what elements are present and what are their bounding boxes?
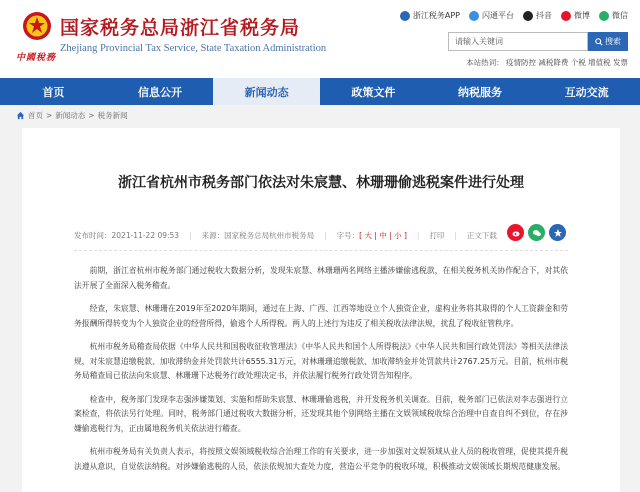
- toplink-label: 抖音: [536, 11, 552, 20]
- toplink-label: 闪通平台: [482, 11, 514, 20]
- font-size-control: 字号：[ 大 | 中 | 小 ]: [336, 230, 407, 240]
- toplink-app[interactable]: [400, 10, 460, 21]
- search-box: [448, 32, 628, 51]
- breadcrumb-separator: >: [46, 111, 53, 120]
- hot-words[interactable]: 本站热词： 疫情防控 减税降费 个税 增值税 发票: [466, 58, 628, 67]
- site-header: [0, 0, 640, 78]
- print-button[interactable]: 打印: [429, 230, 445, 240]
- font-large-button[interactable]: 大: [364, 230, 372, 240]
- breadcrumb-tax-news[interactable]: 税务新闻: [97, 111, 128, 120]
- font-small-button[interactable]: 小: [394, 230, 402, 240]
- wechat-icon: [599, 11, 609, 21]
- nav-info-disclosure[interactable]: 信息公开: [138, 85, 182, 99]
- toplink-weibo[interactable]: [561, 10, 590, 21]
- meta-divider: |: [454, 230, 457, 240]
- article-meta: [74, 224, 568, 246]
- search-icon: [595, 38, 603, 46]
- breadcrumb-separator: >: [88, 111, 95, 120]
- meta-divider: |: [324, 230, 327, 240]
- main-nav: [0, 78, 640, 105]
- toplink-label: 微博: [574, 11, 590, 20]
- national-emblem-icon: [22, 11, 52, 41]
- nav-news[interactable]: 新闻动态: [213, 78, 320, 105]
- emblem-caption: 中國稅務: [16, 53, 57, 63]
- weibo-icon: [561, 11, 571, 21]
- share-buttons: [507, 224, 566, 241]
- search-button-label: 搜索: [605, 37, 621, 46]
- wechat-share-icon[interactable]: [528, 224, 545, 241]
- article-body: [74, 264, 568, 483]
- article-paragraph: 检查中，税务部门发现李志强涉嫌策划、实施和帮助朱宸慧、林珊珊偷逃税，并开发税务机关调查。目前，税务部门已依法对李志强进行立案检查，将依法另行处理。同时，税务部门通过税收大数据分析，还发现其他个别网络主播在文娱领域税收综合治理中自查自纠不到位，存在涉嫌偷逃税行为，正由属地税务机关依法进行稽查。: [74, 394, 568, 433]
- top-links: [400, 10, 628, 21]
- article-paragraph: 经查，朱宸慧、林珊珊在2019年至2020年期间，通过在上海、广西、江西等地设立个人独资企业，虚构业务将其取得的个人工资薪金和劳务报酬所得转变为个人独资企业的经营所得，偷逃个人所得税。两人的上述行为违反了相关税收法律法规，扰乱了税收征管秩序。: [74, 304, 568, 328]
- article-paragraph: 前期，浙江省杭州市税务部门通过税收大数据分析，发现朱宸慧、林珊珊两名网络主播涉嫌偷逃税款，在相关税务机关协作配合下，对其依法开展了全面深入税务稽查。: [74, 266, 568, 290]
- download-button[interactable]: 正文下载: [466, 230, 497, 240]
- font-medium-button[interactable]: 中: [379, 230, 387, 240]
- nav-policy[interactable]: 政策文件: [351, 85, 396, 99]
- toplink-douyin[interactable]: [523, 10, 552, 21]
- font-size-label: 字号：: [336, 230, 360, 240]
- meta-divider: |: [416, 230, 420, 240]
- home-icon: [16, 111, 25, 120]
- search-button[interactable]: [588, 32, 628, 51]
- site-subtitle: Zhejiang Provincial Tax Service, State Taxation Administration: [60, 43, 327, 54]
- breadcrumb: [16, 110, 128, 121]
- article-paragraph: 杭州市税务局稽查局依据《中华人民共和国税收征收管理法》《中华人民共和国个人所得税法》《中华人民共和国行政处罚法》等相关法律法规，对朱宸慧追缴税款、加收滞纳金并处罚款共计6555.31万元，对林珊珊追缴税款、加收滞纳金并处罚款共计2767.25万元。目前，杭州市税务局稽查局已依法向朱宸慧、林珊珊下达税务行政处理决定书，并依法履行税务行政处罚告知程序。: [74, 342, 568, 380]
- weibo-share-icon[interactable]: [507, 224, 524, 241]
- platform-icon: [469, 11, 479, 21]
- article-title: 浙江省杭州市税务部门依法对朱宸慧、林珊珊偷逃税案件进行处理: [118, 175, 524, 191]
- article-source: 来源：国家税务总局杭州市税务局: [201, 230, 315, 240]
- toplink-label: 微信: [612, 11, 628, 20]
- article-paragraph: 杭州市税务局有关负责人表示，将按照文娱领域税收综合治理工作的有关要求，进一步加强对文娱领域从业人员的税收管理，促使其提升税法遵从意识，自觉依法纳税。对涉嫌偷逃税的人员，依法依规加大查处力度，营造公平竞争的税收环境，积极推动文娱领域长期规范健康发展。: [74, 447, 568, 471]
- breadcrumb-home[interactable]: 首页: [28, 111, 43, 120]
- nav-tax-service[interactable]: 纳税服务: [458, 85, 503, 99]
- meta-divider: |: [189, 230, 192, 240]
- toplink-wechat[interactable]: [599, 10, 628, 21]
- toplink-label: 浙江税务APP: [412, 11, 460, 20]
- search-input[interactable]: 请输入关键词: [448, 32, 588, 51]
- nav-interaction[interactable]: 互动交流: [564, 85, 609, 99]
- nav-home[interactable]: 首页: [42, 85, 65, 99]
- qzone-share-icon[interactable]: [549, 224, 566, 241]
- publish-date: 发布时间：2021-11-22 09:53: [74, 230, 180, 240]
- meta-divider-line: [74, 250, 568, 251]
- toplink-platform[interactable]: [469, 10, 514, 21]
- douyin-icon: [523, 11, 533, 21]
- article-panel: [22, 128, 620, 492]
- breadcrumb-news[interactable]: 新闻动态: [55, 111, 86, 120]
- app-icon: [400, 11, 410, 21]
- site-title[interactable]: 国家税务总局浙江省税务局: [60, 17, 301, 39]
